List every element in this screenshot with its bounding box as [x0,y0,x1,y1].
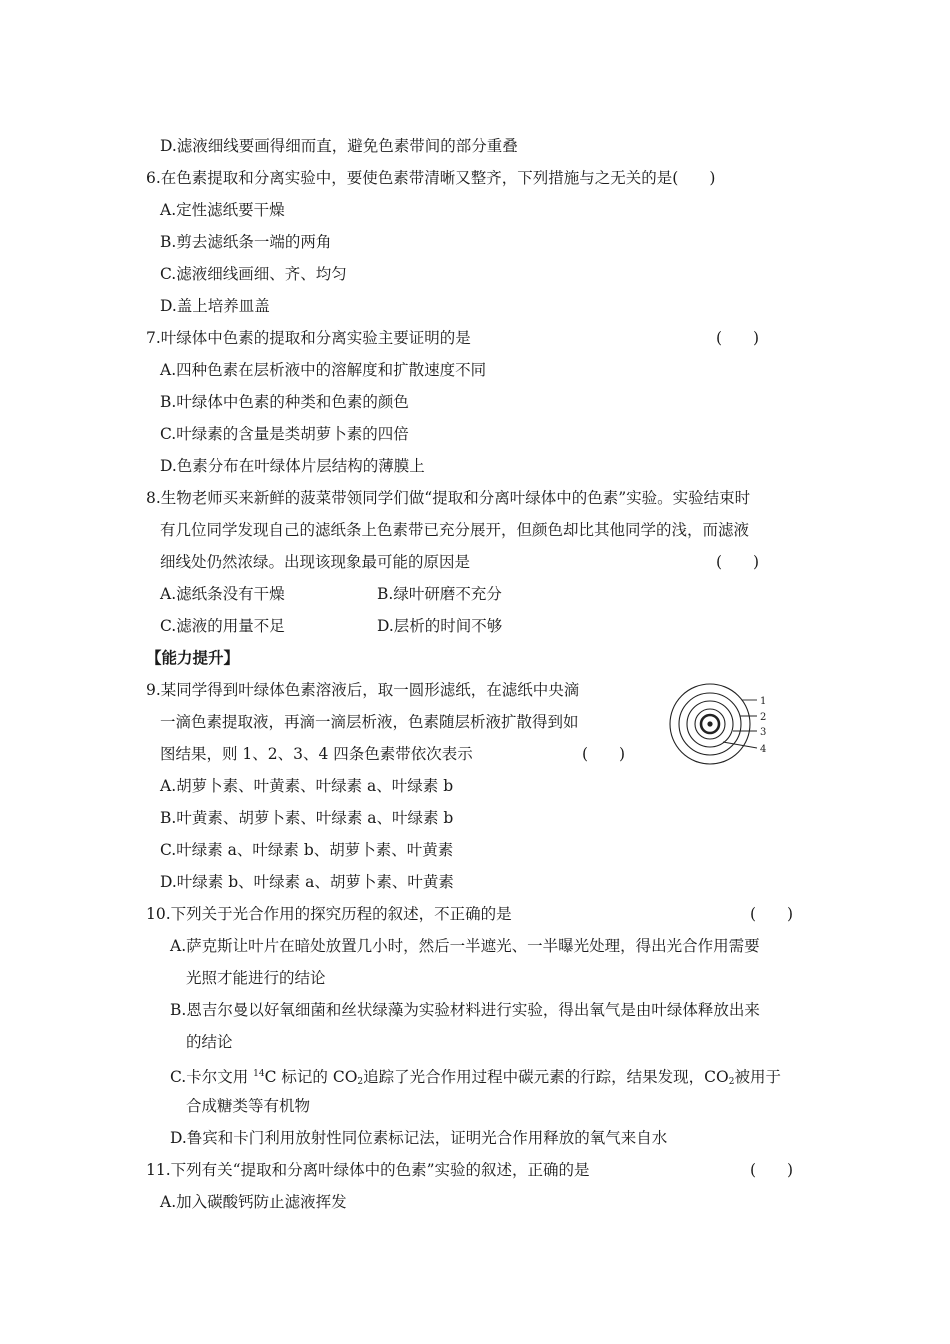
q10c-text-2: C 标记的 CO [264,1068,358,1086]
q10-stem: 10.下列关于光合作用的探究历程的叙述，不正确的是 [146,905,512,923]
q7-answer-blank: ( ) [716,329,760,347]
q10c-text-1: C.卡尔文用 [170,1068,254,1086]
label-1: 1 [760,696,767,707]
q10-option-c-line2: 合成糖类等有机物 [186,1097,311,1115]
center-dot [707,721,712,726]
q11-option-a: A.加入碳酸钙防止滤液挥发 [160,1193,347,1211]
q10-option-b-line2: 的结论 [186,1033,233,1051]
q9-stem-line3: 图结果，则 1、2、3、4 四条色素带依次表示 [160,745,473,763]
q7-option-d: D.色素分布在叶绿体片层结构的薄膜上 [160,457,425,475]
q7-stem: 7.叶绿体中色素的提取和分离实验主要证明的是 [146,329,471,347]
q10c-subscript-1: 2 [357,1077,364,1087]
q8-stem-line1: 8.生物老师买来新鲜的菠菜带领同学们做“提取和分离叶绿体中的色素”实验。实验结束时 [146,489,751,507]
q10c-text-4: 被用于 [734,1068,781,1086]
leader-line-4 [723,742,757,748]
q8-stem-line2: 有几位同学发现自己的滤纸条上色素带已充分展开，但颜色却比其他同学的浅，而滤液 [160,521,750,539]
q10-option-c-line1 [170,1064,781,1092]
q11-answer-blank: ( ) [750,1161,794,1179]
chromatography-rings-figure [664,678,774,770]
q9-option-d: D.叶绿素 b、叶绿素 a、胡萝卜素、叶黄素 [160,873,454,891]
label-2: 2 [760,712,767,723]
label-4: 4 [760,744,767,755]
q9-stem-line1: 9.某同学得到叶绿体色素溶液后，取一圆形滤纸，在滤纸中央滴 [146,681,580,699]
q10-answer-blank: ( ) [750,905,794,923]
q9-option-c: C.叶绿素 a、叶绿素 b、胡萝卜素、叶黄素 [160,841,454,859]
label-3: 3 [760,727,767,738]
q8-option-d: D.层析的时间不够 [377,617,503,635]
q9-stem-line2: 一滴色素提取液，再滴一滴层析液，色素随层析液扩散得到如 [160,713,579,731]
q7-option-a: A.四种色素在层析液中的溶解度和扩散速度不同 [160,361,487,379]
q9-option-b: B.叶黄素、胡萝卜素、叶绿素 a、叶绿素 b [160,809,454,827]
q6-option-c: C.滤液细线画细、齐、均匀 [160,265,347,283]
q9-option-a: A.胡萝卜素、叶黄素、叶绿素 a、叶绿素 b [160,777,454,795]
q6-option-a: A.定性滤纸要干燥 [160,201,285,219]
q10c-text-3: 追踪了光合作用过程中碳元素的行踪，结果发现，CO [363,1068,729,1086]
q11-stem: 11.下列有关“提取和分离叶绿体中的色素”实验的叙述，正确的是 [146,1161,590,1179]
q6-stem: 6.在色素提取和分离实验中，要使色素带清晰又整齐，下列措施与之无关的是( ) [146,169,716,187]
q8-answer-blank: ( ) [716,553,760,571]
q10c-isotope: 14 [253,1069,265,1079]
q8-option-c: C.滤液的用量不足 [160,617,285,635]
q8-stem-line3: 细线处仍然浓绿。出现该现象最可能的原因是 [160,553,471,571]
q7-option-b: B.叶绿体中色素的种类和色素的颜色 [160,393,409,411]
q10-option-b-line1: B.恩吉尔曼以好氧细菌和丝状绿藻为实验材料进行实验，得出氧气是由叶绿体释放出来 [170,1001,760,1019]
q10-option-a-line1: A.萨克斯让叶片在暗处放置几小时，然后一半遮光、一半曝光处理，得出光合作用需要 [170,937,760,955]
q10c-subscript-2: 2 [728,1077,735,1087]
q9-answer-blank: ( ) [582,745,626,763]
q10-option-d: D.鲁宾和卡门利用放射性同位素标记法，证明光合作用释放的氧气来自水 [170,1129,668,1147]
q8-option-b: B.绿叶研磨不充分 [377,585,502,603]
q8-option-a: A.滤纸条没有干燥 [160,585,285,603]
q6-option-b: B.剪去滤纸条一端的两角 [160,233,332,251]
section-heading: 【能力提升】 [146,648,240,667]
q6-option-d: D.盖上培养皿盖 [160,297,270,315]
q5-option-d: D.滤液细线要画得细而直，避免色素带间的部分重叠 [160,137,518,155]
q7-option-c: C.叶绿素的含量是类胡萝卜素的四倍 [160,425,409,443]
q10-option-a-line2: 光照才能进行的结论 [186,969,326,987]
